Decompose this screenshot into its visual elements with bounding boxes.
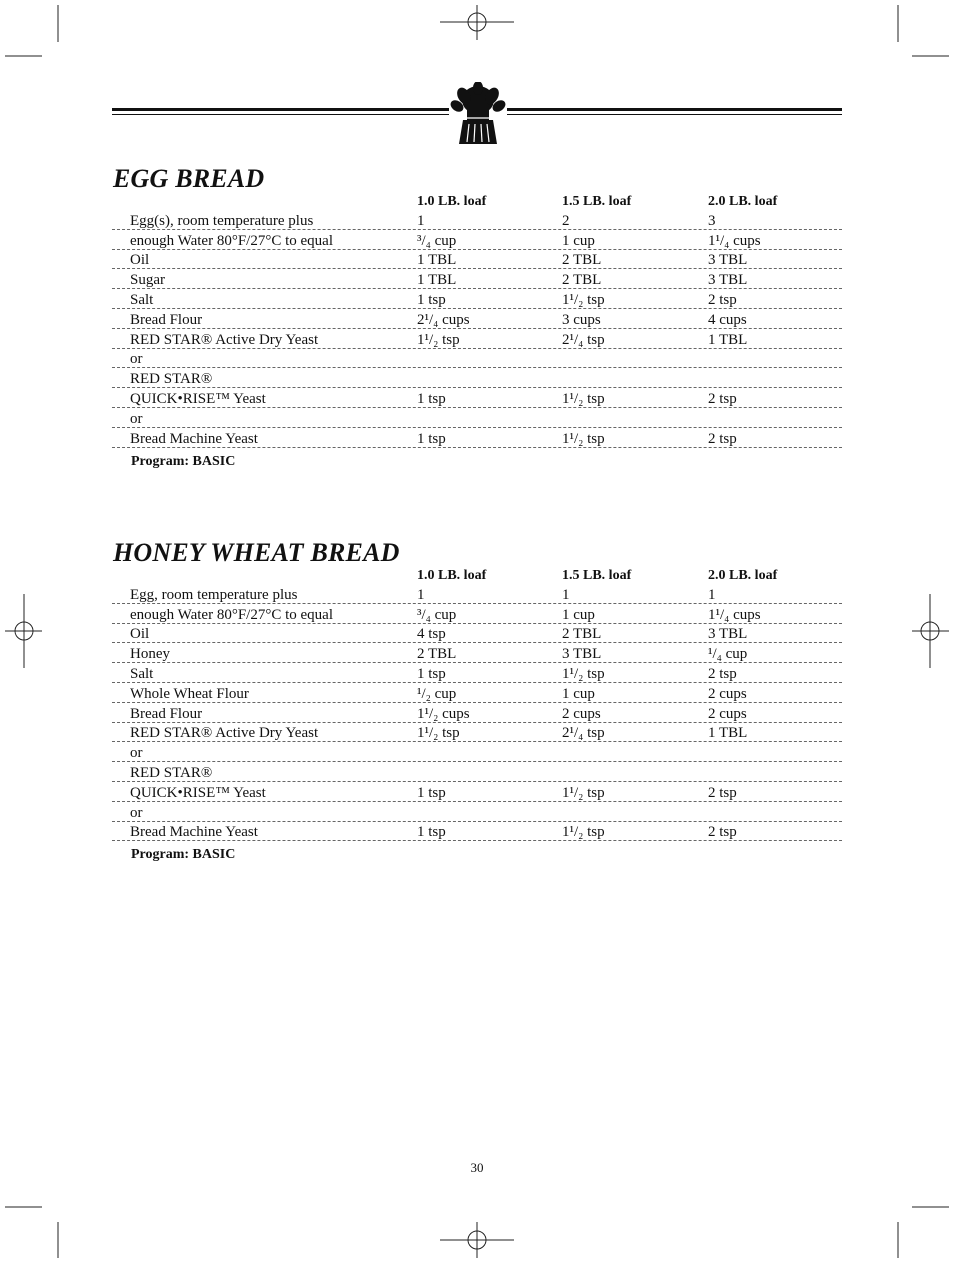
amount-1lb: 1¹/₂ tsp: [417, 331, 460, 348]
table-row: [112, 822, 842, 842]
ingredient-name: RED STAR® Active Dry Yeast: [130, 331, 319, 348]
amount-1-5lb: 3 cups: [562, 311, 601, 328]
table-row: [112, 309, 842, 329]
amount-1lb: 1 tsp: [417, 291, 446, 308]
amount-2lb: ¹/₄ cup: [708, 646, 748, 663]
amount-1-5lb: 1: [562, 586, 570, 603]
ingredient-name: QUICK•RISE™ Yeast: [130, 390, 266, 407]
table-row: [112, 408, 842, 428]
amount-2lb: 3: [708, 212, 716, 229]
table-row: [112, 723, 842, 743]
table-row: [112, 289, 842, 309]
table-row: [112, 703, 842, 723]
wheat-sheaf-icon: [449, 82, 507, 146]
table-header: [112, 192, 842, 210]
table-row: [112, 269, 842, 289]
ingredient-name: Oil: [130, 252, 150, 269]
amount-2lb: 3 TBL: [708, 626, 748, 643]
table-row: [112, 584, 842, 604]
ingredient-name: RED STAR® Active Dry Yeast: [130, 725, 319, 742]
table-row: [112, 388, 842, 408]
amount-1lb: 1 tsp: [417, 665, 446, 682]
amount-1lb: ³/₄ cup: [417, 606, 457, 623]
ingredient-name: Egg, room temperature plus: [130, 586, 298, 603]
amount-1-5lb: 1¹/₂ tsp: [562, 824, 605, 841]
amount-1-5lb: 1¹/₂ tsp: [562, 430, 605, 447]
table-row: [112, 604, 842, 624]
amount-1-5lb: 2: [562, 212, 570, 229]
table-row: [112, 428, 842, 448]
table-row: [112, 230, 842, 250]
amount-2lb: 2 tsp: [708, 430, 737, 447]
table-row: [112, 329, 842, 349]
amount-1lb: 1¹/₂ tsp: [417, 725, 460, 742]
amount-2lb: 2 tsp: [708, 291, 737, 308]
amount-1lb: 1 TBL: [417, 272, 457, 289]
amount-2lb: 2 tsp: [708, 665, 737, 682]
ingredient-name: QUICK•RISE™ Yeast: [130, 784, 266, 801]
recipe-title: EGG BREAD: [113, 164, 265, 193]
amount-1-5lb: 1¹/₂ tsp: [562, 291, 605, 308]
amount-1-5lb: 2 cups: [562, 705, 601, 722]
table-row: [112, 349, 842, 369]
amount-1-5lb: 1¹/₂ tsp: [562, 665, 605, 682]
ingredient-name: Bread Machine Yeast: [130, 824, 258, 841]
amount-2lb: 1¹/₄ cups: [708, 606, 761, 623]
ingredient-name: or: [130, 410, 143, 427]
table-row: [112, 368, 842, 388]
amount-2lb: 3 TBL: [708, 252, 748, 269]
amount-2lb: 2 tsp: [708, 824, 737, 841]
table-row: [112, 624, 842, 644]
ingredient-table: [112, 192, 842, 448]
amount-2lb: 2 cups: [708, 685, 747, 702]
table-row: [112, 210, 842, 230]
ingredient-name: or: [130, 745, 143, 762]
amount-1-5lb: 3 TBL: [562, 646, 602, 663]
amount-1-5lb: 2¹/₄ tsp: [562, 331, 605, 348]
amount-2lb: 4 cups: [708, 311, 747, 328]
amount-1lb: 2¹/₄ cups: [417, 311, 470, 328]
ingredient-name: Oil: [130, 626, 150, 643]
ingredient-name: RED STAR®: [130, 371, 213, 388]
table-row: [112, 762, 842, 782]
page-number: 30: [470, 1160, 484, 1175]
registration-target: [5, 594, 42, 668]
ingredient-name: or: [130, 351, 143, 368]
amount-1-5lb: 1 cup: [562, 232, 595, 249]
table-row: [112, 782, 842, 802]
amount-1-5lb: 1¹/₂ tsp: [562, 390, 605, 407]
recipe-title: HONEY WHEAT BREAD: [113, 538, 400, 567]
table-row: [112, 742, 842, 762]
table-row: [112, 643, 842, 663]
program-setting: Program: BASIC: [131, 454, 236, 469]
amount-1-5lb: 1 cup: [562, 685, 595, 702]
column-header: 2.0 LB. loaf: [708, 568, 778, 583]
ingredient-name: Egg(s), room temperature plus: [130, 212, 314, 229]
amount-1lb: 4 tsp: [417, 626, 446, 643]
ingredient-name: Honey: [130, 646, 170, 663]
amount-1-5lb: 1 cup: [562, 606, 595, 623]
ingredient-name: Salt: [130, 291, 154, 308]
column-header: 1.0 LB. loaf: [417, 568, 487, 583]
ingredient-name: enough Water 80°F/27°C to equal: [130, 606, 333, 623]
table-row: [112, 663, 842, 683]
table-row: [112, 802, 842, 822]
amount-1lb: 1 tsp: [417, 824, 446, 841]
table-row: [112, 250, 842, 270]
ingredient-name: or: [130, 804, 143, 821]
amount-2lb: 2 cups: [708, 705, 747, 722]
amount-1lb: 1 TBL: [417, 252, 457, 269]
amount-2lb: 1 TBL: [708, 331, 748, 348]
amount-1lb: ³/₄ cup: [417, 232, 457, 249]
ingredient-name: Sugar: [130, 272, 165, 289]
table-header: [112, 566, 842, 584]
amount-2lb: 2 tsp: [708, 784, 737, 801]
program-setting: Program: BASIC: [131, 847, 236, 862]
amount-2lb: 2 tsp: [708, 390, 737, 407]
registration-target: [912, 594, 949, 668]
amount-1-5lb: 2 TBL: [562, 626, 602, 643]
column-header: 1.0 LB. loaf: [417, 194, 487, 209]
amount-1lb: 1 tsp: [417, 784, 446, 801]
amount-1lb: 2 TBL: [417, 646, 457, 663]
amount-1lb: 1 tsp: [417, 390, 446, 407]
amount-1lb: 1 tsp: [417, 430, 446, 447]
amount-2lb: 3 TBL: [708, 272, 748, 289]
column-header: 2.0 LB. loaf: [708, 194, 778, 209]
registration-target: [440, 1222, 514, 1258]
amount-1-5lb: 2 TBL: [562, 272, 602, 289]
amount-1-5lb: 2¹/₄ tsp: [562, 725, 605, 742]
column-header: 1.5 LB. loaf: [562, 194, 632, 209]
table-row: [112, 683, 842, 703]
registration-target: [440, 5, 514, 40]
ingredient-name: Salt: [130, 665, 154, 682]
column-header: 1.5 LB. loaf: [562, 568, 632, 583]
amount-1lb: ¹/₂ cup: [417, 685, 457, 702]
ingredient-name: Whole Wheat Flour: [130, 685, 249, 702]
amount-1lb: 1: [417, 212, 425, 229]
amount-1-5lb: 1¹/₂ tsp: [562, 784, 605, 801]
ingredient-name: Bread Flour: [130, 311, 203, 328]
ingredient-name: RED STAR®: [130, 764, 213, 781]
amount-2lb: 1: [708, 586, 716, 603]
amount-1lb: 1: [417, 586, 425, 603]
ingredient-table: [112, 566, 842, 841]
amount-1lb: 1¹/₂ cups: [417, 705, 470, 722]
amount-2lb: 1 TBL: [708, 725, 748, 742]
ingredient-name: Bread Machine Yeast: [130, 430, 258, 447]
ingredient-name: enough Water 80°F/27°C to equal: [130, 232, 333, 249]
amount-1-5lb: 2 TBL: [562, 252, 602, 269]
ingredient-name: Bread Flour: [130, 705, 203, 722]
amount-2lb: 1¹/₄ cups: [708, 232, 761, 249]
